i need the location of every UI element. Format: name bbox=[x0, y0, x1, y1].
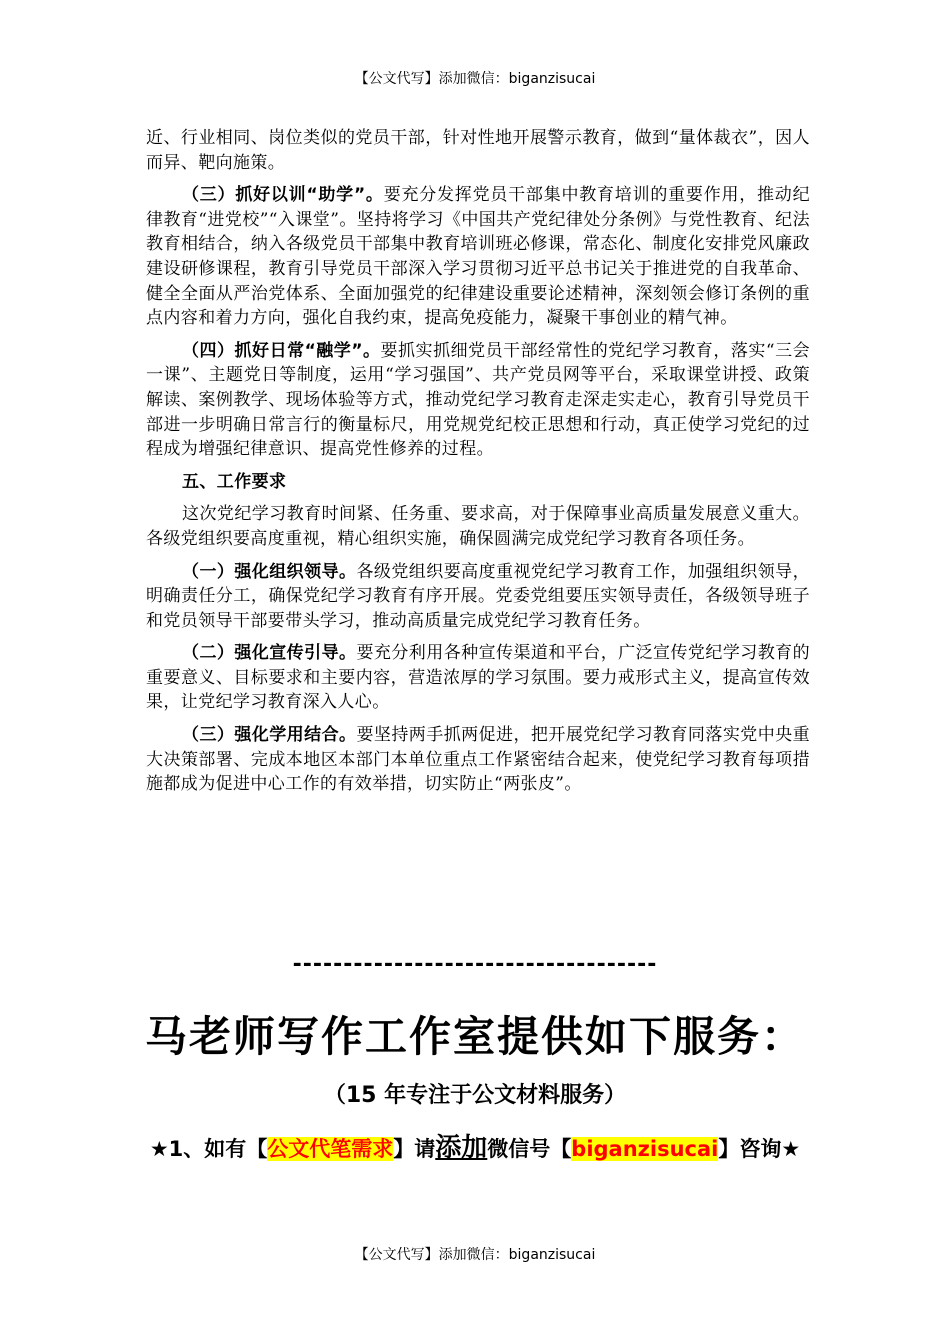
page-header: 【公文代写】添加微信：biganzisucai bbox=[354, 71, 596, 87]
highlight-service: 公文代笔需求 bbox=[267, 1137, 394, 1161]
section-heading bbox=[146, 470, 810, 495]
paragraph-heading: （三）强化学用结合。 bbox=[182, 725, 357, 746]
paragraph-heading: （二）强化宣传引导。 bbox=[182, 643, 357, 664]
paragraph bbox=[146, 723, 810, 797]
document-body bbox=[146, 126, 810, 805]
paragraph-heading: （四）抓好日常“融学”。 bbox=[182, 340, 381, 361]
promo-text: 】请 bbox=[393, 1137, 436, 1161]
paragraph-text: 要充分发挥党员干部集中教育培训的重要作用，推动纪律教育“进党校”“入课堂”。坚持将学习《中国共产党纪律处分条例》与党性教育、纪法教育相结合，纳入各级党员干部集中教育培训班必修课，常态化、制度化安排党风廉政建设研修课程，教育引导党员干部深入学习贯彻习近平总书记关于推进党的自我革命、健全全面从严治党体系、全面加强党的纪律建设重要论述精神，深刻领会修订条例的重点内容和着力方向，强化自我约束，提高免疫能力，凝聚干事创业的精气神。 bbox=[146, 185, 810, 329]
promo-title: 马老师写作工作室提供如下服务： bbox=[144, 1012, 805, 1061]
paragraph bbox=[146, 560, 810, 634]
paragraph: 这次党纪学习教育时间紧、任务重、要求高，对于保障事业高质量发展意义重大。各级党组织要高度重视，精心组织实施，确保圆满完成党纪学习教育各项任务。 bbox=[146, 504, 810, 549]
paragraph-heading: （一）强化组织领导。 bbox=[182, 561, 357, 582]
paragraph bbox=[146, 641, 810, 715]
promo-emphasis: 添加 bbox=[435, 1133, 488, 1163]
promo-text: ★1、如有【 bbox=[149, 1137, 268, 1161]
paragraph-heading: （三）抓好以训“助学”。 bbox=[182, 185, 384, 206]
promo-subtitle: （15 年专注于公文材料服务） bbox=[323, 1083, 627, 1108]
promo-text: 微信号【 bbox=[487, 1137, 572, 1161]
page-footer: 【公文代写】添加微信：biganzisucai bbox=[354, 1247, 596, 1263]
paragraph-text: 要坚持两手抓两促进，把开展党纪学习教育同落实党中央重大决策部署、完成本地区本部门本单位重点工作紧密结合起来，使党纪学习教育每项措施都成为促进中心工作的有效举措，切实防止“两张皮”。 bbox=[146, 725, 811, 795]
section-heading-text: 五、工作要求 bbox=[182, 471, 287, 492]
promo-text: 】咨询★ bbox=[718, 1137, 801, 1161]
promo-contact-line bbox=[140, 1124, 810, 1173]
paragraph: 近、行业相同、岗位类似的党员干部，针对性地开展警示教育，做到“量体裁衣”，因人而异、靶向施策。 bbox=[146, 128, 810, 173]
dashed-divider: ------------------------------------ bbox=[292, 952, 658, 977]
highlight-wechat-id: biganzisucai bbox=[571, 1137, 719, 1161]
paragraph-text: 要充分利用各种宣传渠道和平台，广泛宣传党纪学习教育的重要意义、目标要求和主要内容，营造浓厚的学习氛围。要力戒形式主义，提高宣传效果，让党纪学习教育深入人心。 bbox=[146, 643, 811, 713]
paragraph bbox=[146, 339, 810, 462]
paragraph-text: 要抓实抓细党员干部经常性的党纪学习教育，落实“三会一课”、主题党日等制度，运用“学习强国”、共产党员网等平台，采取课堂讲授、政策解读、案例教学、现场体验等方式，推动党纪学习教育走深走实走心，教育引导党员干部进一步明确日常言行的衡量标尺，用党规党纪校正思想和行动，真正使学习党纪的过程成为增强纪律意识、提高党性修养的过程。 bbox=[146, 340, 810, 460]
paragraph bbox=[146, 183, 810, 331]
paragraph-text: 各级党组织要高度重视党纪学习教育工作，加强组织领导，明确责任分工，确保党纪学习教育有序开展。党委党组要压实领导责任，各级领导班子和党员领导干部要带头学习，推动高质量完成党纪学习教育任务。 bbox=[146, 561, 811, 631]
